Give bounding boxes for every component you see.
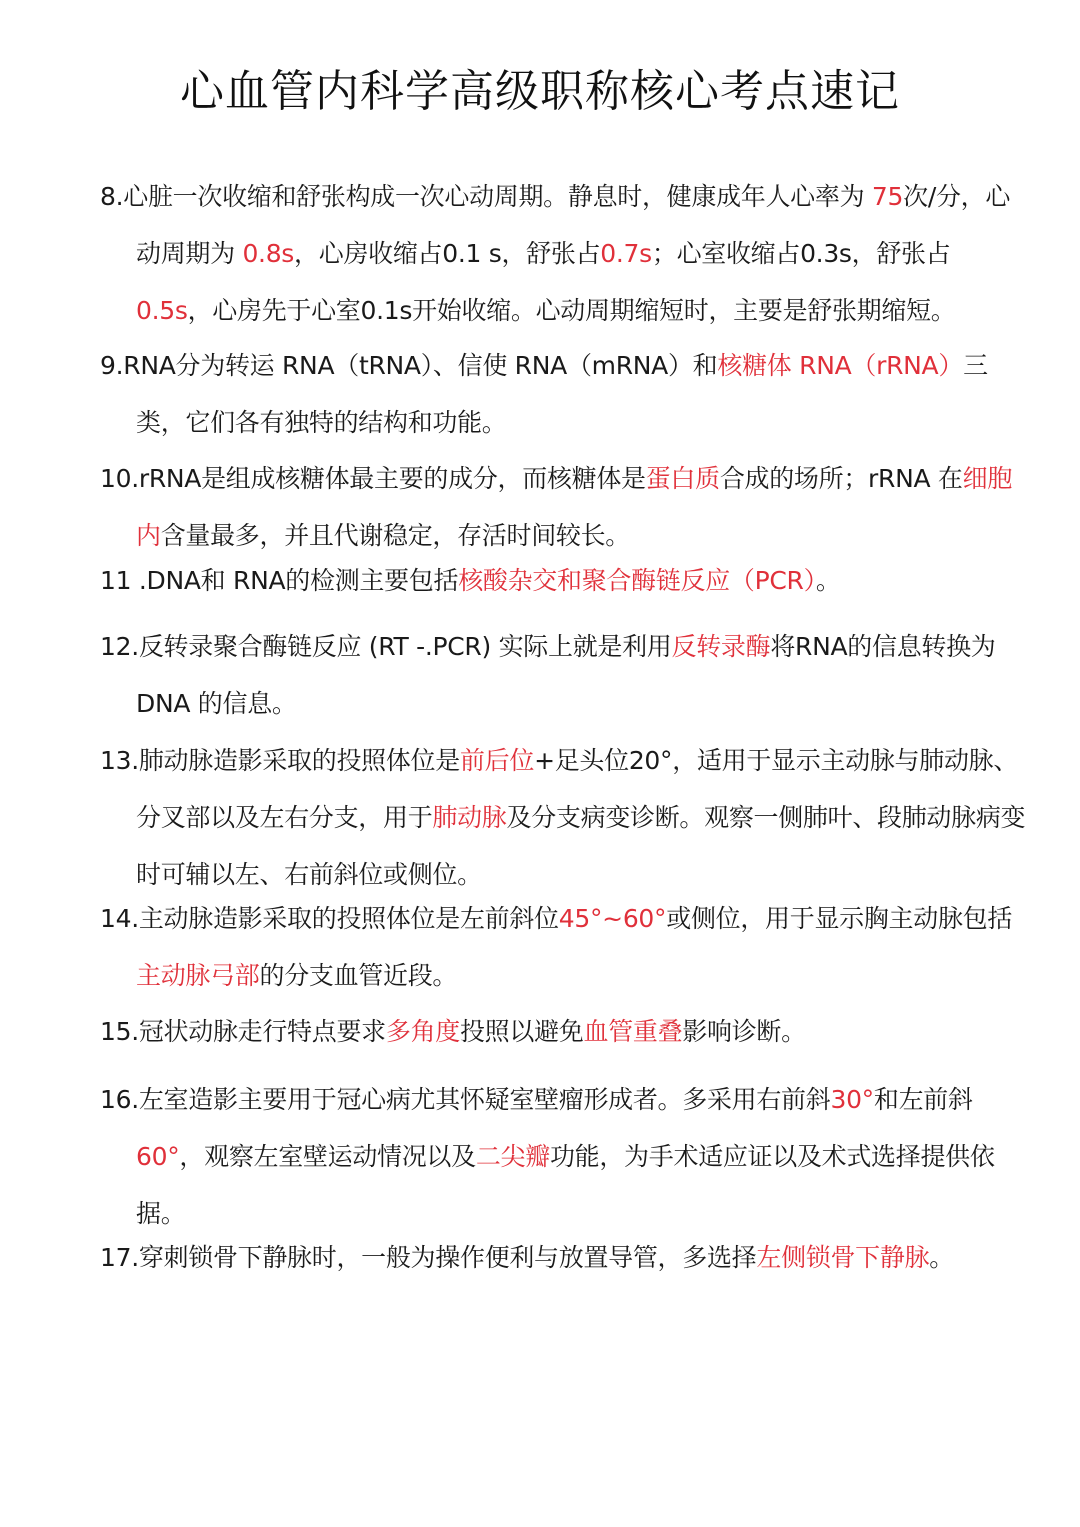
highlight-segment: 前后位 <box>459 746 535 775</box>
list-item-10 <box>100 450 1026 564</box>
text-segment: DNA和 RNA的检测主要包括 <box>146 566 459 595</box>
highlight-segment: 二尖瓣 <box>475 1142 550 1171</box>
highlight-segment: 多角度 <box>385 1017 460 1046</box>
text-segment: ，心房收缩占0.1 s，舒张占 <box>294 239 601 268</box>
list-item-15 <box>100 1003 1026 1060</box>
page-title: 心血管内科学高级职称核心考点速记 <box>180 66 900 117</box>
item-number: 17. <box>100 1243 139 1272</box>
text-segment: 功能，为手术适应证以及术式选择提供依据。 <box>136 1142 995 1228</box>
list-item-16 <box>100 1071 1026 1242</box>
highlight-segment: 0.5s <box>136 296 188 325</box>
text-segment: 或侧位，用于显示胸主动脉包括 <box>666 904 1013 933</box>
highlight-segment: 核酸杂交和聚合酶链反应（PCR） <box>458 566 816 595</box>
text-segment: 反转录聚合酶链反应 (RT -.PCR) 实际上就是利用 <box>138 632 672 661</box>
highlight-segment: 肺动脉 <box>432 803 507 832</box>
highlight-segment: 细胞内 <box>136 464 1013 550</box>
text-segment: +足头位20°，适用于显示主动脉与肺动脉、分叉部以及左右分支，用于 <box>136 746 1019 832</box>
text-segment: 。 <box>815 566 841 595</box>
text-segment: 的分支血管近段。 <box>259 961 458 990</box>
item-number: 14. <box>100 904 139 933</box>
list-item-12 <box>100 618 1026 732</box>
highlight-segment: 0.7s <box>600 239 652 268</box>
list-item-14 <box>100 890 1026 1004</box>
item-number: 13. <box>100 746 139 775</box>
text-segment: 左室造影主要用于冠心病尤其怀疑室壁瘤形成者。多采用右前斜 <box>138 1085 831 1114</box>
item-number: 10. <box>100 464 139 493</box>
text-segment: 含量最多，并且代谢稳定，存活时间较长。 <box>160 521 631 550</box>
highlight-segment: 核糖体 RNA（rRNA） <box>717 351 964 380</box>
text-segment: 三类，它们各有独特的结构和功能。 <box>136 351 988 437</box>
item-number: 11 . <box>100 566 147 595</box>
text-segment: 合成的场所；rRNA 在 <box>719 464 963 493</box>
list-item-8 <box>100 168 1026 339</box>
text-segment: ，心房先于心室0.1s开始收缩。心动周期缩短时，主要是舒张期缩短。 <box>187 296 956 325</box>
item-number: 9. <box>100 351 124 380</box>
text-segment: 心脏一次收缩和舒张构成一次心动周期。静息时，健康成年人心率为 <box>123 182 872 211</box>
highlight-segment: 血管重叠 <box>583 1017 683 1046</box>
highlight-segment: 主动脉弓部 <box>136 961 260 990</box>
highlight-segment: 蛋白质 <box>645 464 720 493</box>
text-segment: 和左前斜 <box>873 1085 973 1114</box>
text-segment: RNA分为转运 RNA（tRNA）、信使 RNA（mRNA）和 <box>123 351 718 380</box>
item-number: 15. <box>100 1017 139 1046</box>
text-segment: 投照以避免 <box>459 1017 584 1046</box>
text-segment: 冠状动脉走行特点要求 <box>138 1017 386 1046</box>
text-segment: 。 <box>929 1243 954 1272</box>
highlight-segment: 反转录酶 <box>671 632 771 661</box>
item-number: 12. <box>100 632 139 661</box>
text-segment: 影响诊断。 <box>682 1017 806 1046</box>
highlight-segment: 30° <box>830 1085 874 1114</box>
list-item-13 <box>100 732 1026 903</box>
text-segment: 穿刺锁骨下静脉时，一般为操作便利与放置导管，多选择 <box>138 1243 757 1272</box>
text-segment: 肺动脉造影采取的投照体位是 <box>138 746 460 775</box>
text-segment: 次/分，心动周期为 <box>136 182 1011 268</box>
text-segment: rRNA是组成核糖体最主要的成分，而核糖体是 <box>138 464 646 493</box>
text-segment: ；心室收缩占0.3s，舒张占 <box>651 239 951 268</box>
highlight-segment: 60° <box>136 1142 180 1171</box>
item-number: 8. <box>100 182 124 211</box>
list-item-9 <box>100 337 1026 451</box>
highlight-segment: 75 <box>871 182 904 211</box>
text-segment: 主动脉造影采取的投照体位是左前斜位 <box>138 904 559 933</box>
list-item-17 <box>100 1229 1026 1286</box>
item-number: 16. <box>100 1085 139 1114</box>
text-segment: ，观察左室壁运动情况以及 <box>179 1142 476 1171</box>
text-segment: 将RNA的信息转换为 DNA 的信息。 <box>136 632 996 718</box>
highlight-segment: 45°~60° <box>558 904 667 933</box>
highlight-segment: 0.8s <box>242 239 295 268</box>
text-segment: 及分支病变诊断。观察一侧肺叶、段肺动脉病变时可辅以左、右前斜位或侧位。 <box>136 803 1026 889</box>
highlight-segment: 左侧锁骨下静脉 <box>756 1243 930 1272</box>
list-item-11 <box>100 552 1026 609</box>
